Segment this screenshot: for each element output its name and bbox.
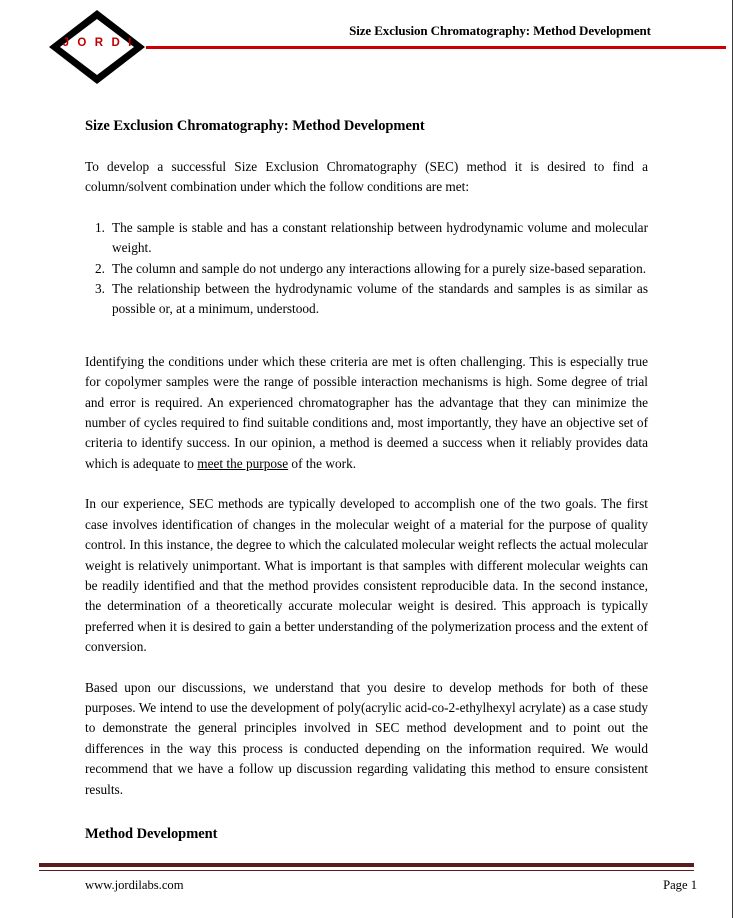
intro-paragraph: To develop a successful Size Exclusion Chromatography (SEC) method it is desired to find a column/solvent combination under which the follow conditions are met: (85, 159, 648, 195)
case-study-paragraph: Based upon our discussions, we understand that you desire to develop methods for both of these purposes. We intend to use the development of poly(acrylic acid-co-2-ethylhexyl acrylate) as a case study to demonstrate the general principles involved in SEC method development and to point out the differences in the way this process is conducted depending on the information required. We would recommend that we have a follow up discussion regarding validating this method to ensure consistent results. (85, 679, 648, 797)
challenges-text-after-underline: of the work. (288, 455, 357, 471)
footer-divider-rule-thin (39, 870, 694, 871)
list-item-number: 2. (95, 260, 105, 276)
list-item-text: The sample is stable and has a constant relationship between hydrodynamic volume and molecular weight. (112, 219, 648, 256)
list-item-text: The column and sample do not undergo any interactions allowing for a purely size-based separation. (112, 260, 647, 276)
document-content (85, 118, 648, 843)
footer-page-number: Page 1 (663, 878, 697, 892)
spacer (85, 340, 648, 352)
page-title: Size Exclusion Chromatography: Method Development (85, 118, 425, 134)
list-item (85, 259, 648, 279)
list-item-number: 1. (95, 219, 105, 235)
diamond-shape-icon (47, 8, 147, 86)
header-divider-rule (146, 46, 726, 49)
list-item (85, 279, 648, 320)
list-item-text: The relationship between the hydrodynamic volume of the standards and samples is as similar as possible or, at a minimum, understood. (112, 281, 648, 317)
challenges-paragraph (85, 352, 648, 474)
footer-website-link[interactable]: www.jordilabs.com (85, 878, 184, 892)
goals-paragraph: In our experience, SEC methods are typically developed to accomplish one of the two goals. The first case involves identification of changes in the molecular weight of a material for the purpose of quality control. In this instance, the degree to which the calculated molecular weight reflects the actual molecular weight is relatively unimportant. What is important is that samples with different molecular weights can be readily identified and that the method provides consistent reproducible data. In the second instance, the determination of a theoretically accurate molecular weight is desired. This approach is typically preferred when it is desired to gain a better understanding of the polymerization process and the extent of conversion. (85, 496, 648, 655)
underlined-phrase: meet the purpose (197, 455, 289, 471)
list-item-number: 3. (95, 281, 105, 297)
section-heading-method-development: Method Development (85, 825, 218, 842)
criteria-list (85, 218, 648, 320)
footer-divider-rule-thick (39, 863, 694, 867)
header-title: Size Exclusion Chromatography: Method Development (349, 23, 651, 38)
page-footer (0, 850, 733, 918)
jordi-logo-text: J O R D I (62, 37, 134, 49)
challenges-text-before-underline: Identifying the conditions under which these criteria are met is often challenging. This is especially true for copolymer samples were the range of possible interaction mechanisms is high. Some degree of trial and error is required. An experienced chromatographer has the advantage that they can minimize the number of cycles required to find suitable conditions and, most importantly, they have an objective set of criteria to identify success. In our opinion, a method is deemed a success when it reliably provides data which is adequate to (85, 353, 648, 471)
page-header (0, 0, 733, 96)
list-item (85, 218, 648, 259)
jordi-logo (47, 8, 147, 86)
